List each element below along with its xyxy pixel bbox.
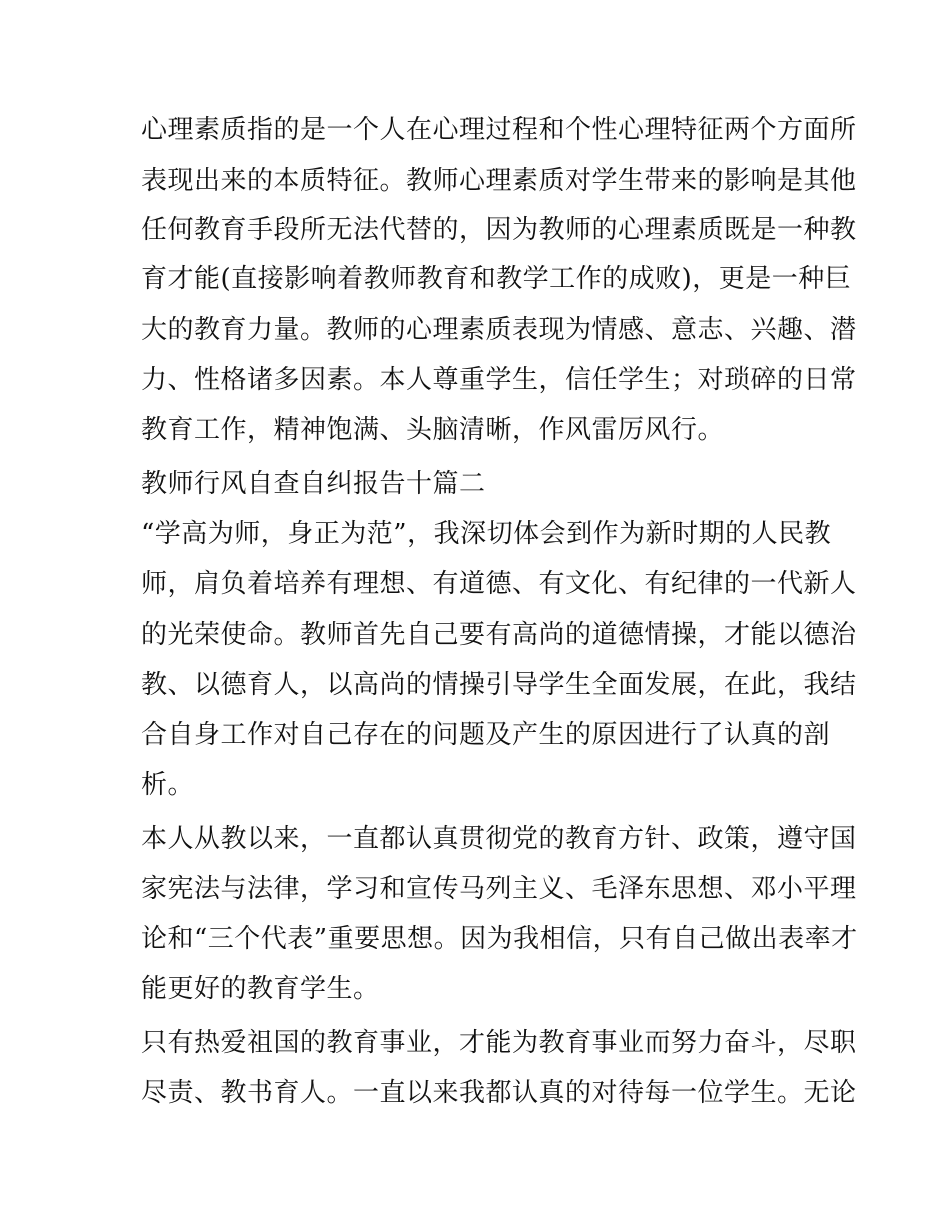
section-heading: 教师行风自查自纠报告十篇二 <box>141 469 486 499</box>
text-line: 教育工作，精神饱满、头脑清晰，作风雷厉风行。 <box>141 415 725 445</box>
text-line: 论和“三个代表”重要思想。因为我相信，只有自己做出表率才 <box>141 924 858 954</box>
text-line: 能更好的教育学生。 <box>141 974 380 1004</box>
text-line: 析。 <box>141 770 195 800</box>
text-line: 合自身工作对自己存在的问题及产生的原因进行了认真的剖 <box>141 720 831 750</box>
text-line: 的光荣使命。教师首先自己要有高尚的道德情操，才能以德治 <box>141 620 857 650</box>
text-line: 家宪法与法律，学习和宣传马列主义、毛泽东思想、邓小平理 <box>141 874 857 904</box>
text-line: “学高为师，身正为范”，我深切体会到作为新时期的人民教 <box>141 519 832 549</box>
text-line: 育才能(直接影响着教师教育和教学工作的成败)，更是一种巨 <box>141 264 852 294</box>
text-line: 任何教育手段所无法代替的，因为教师的心理素质既是一种教 <box>141 215 857 245</box>
text-line: 师，肩负着培养有理想、有道德、有文化、有纪律的一代新人 <box>141 569 857 599</box>
text-line: 尽责、教书育人。一直以来我都认真的对待每一位学生。无论 <box>141 1078 857 1108</box>
text-line: 教、以德育人，以高尚的情操引导学生全面发展，在此，我结 <box>141 670 857 700</box>
text-line: 力、性格诸多因素。本人尊重学生，信任学生；对琐碎的日常 <box>141 365 857 395</box>
text-line: 表现出来的本质特征。教师心理素质对学生带来的影响是其他 <box>141 166 857 196</box>
text-line: 大的教育力量。教师的心理素质表现为情感、意志、兴趣、潜 <box>141 315 857 345</box>
text-line: 本人从教以来，一直都认真贯彻党的教育方针、政策，遵守国 <box>141 824 857 854</box>
text-line: 心理素质指的是一个人在心理过程和个性心理特征两个方面所 <box>141 115 857 145</box>
text-line: 只有热爱祖国的教育事业，才能为教育事业而努力奋斗，尽职 <box>141 1028 857 1058</box>
